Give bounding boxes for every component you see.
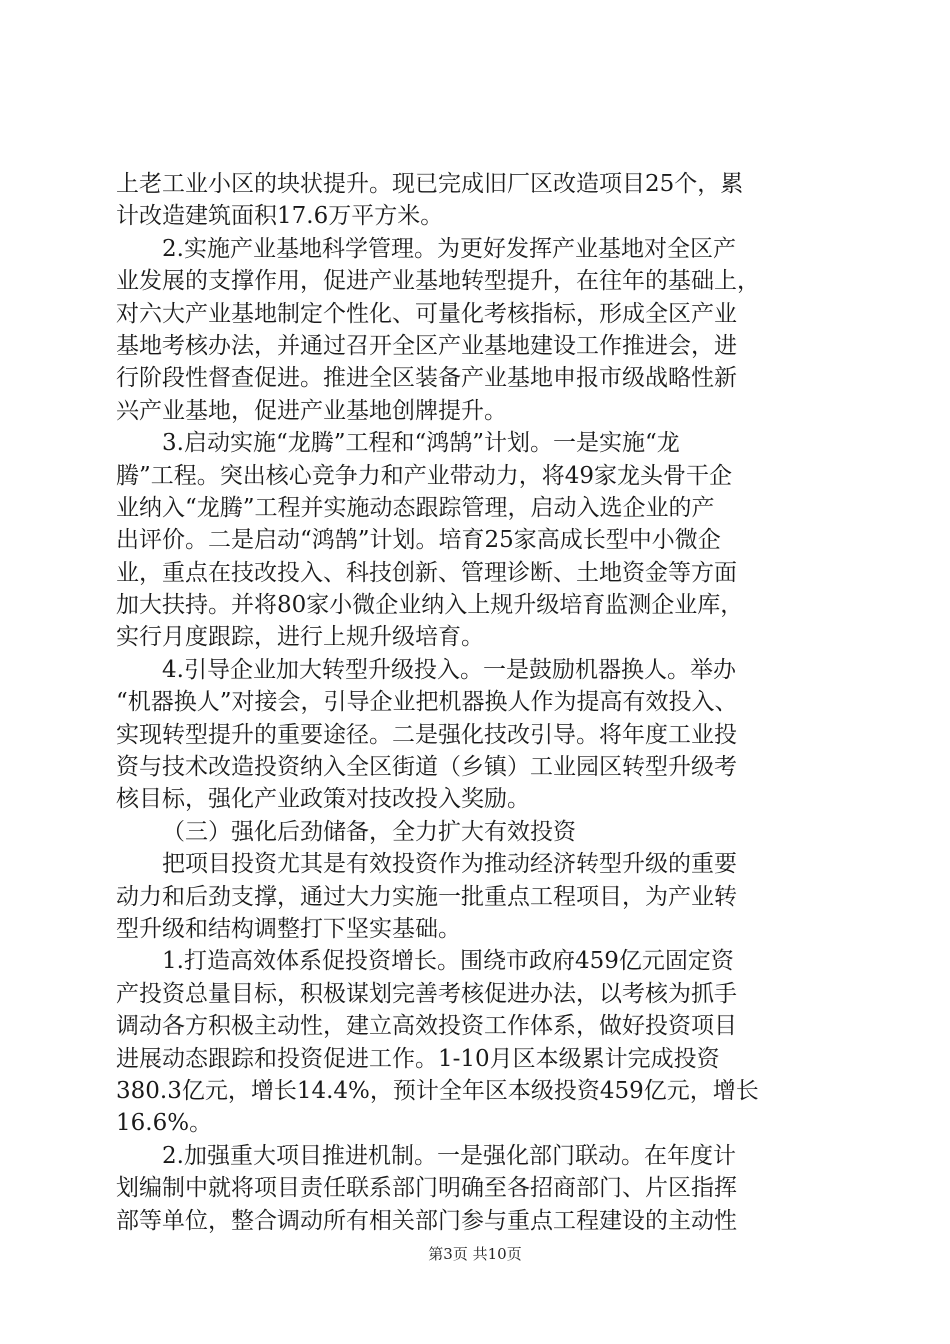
text-line: 业发展的支撑作用，促进产业基地转型提升，在往年的基础上， xyxy=(116,268,760,295)
text-line: 资与技术改造投资纳入全区街道（乡镇）工业园区转型升级考 xyxy=(116,754,737,781)
text-line: （三）强化后劲储备，全力扩大有效投资 xyxy=(162,818,576,845)
text-line: 1.打造高效体系促投资增长。围绕市政府459亿元固定资 xyxy=(162,948,734,975)
text-line: 380.3亿元，增长14.4%，预计全年区本级投资459亿元，增长 xyxy=(116,1077,759,1104)
text-line: 实行月度跟踪，进行上规升级培育。 xyxy=(116,624,484,651)
text-line: 行阶段性督查促进。推进全区装备产业基地申报市级战略性新 xyxy=(116,365,737,392)
text-line: 对六大产业基地制定个性化、可量化考核指标，形成全区产业 xyxy=(116,300,737,327)
text-line: “机器换人”对接会，引导企业把机器换人作为提高有效投入、 xyxy=(116,689,738,716)
text-line: 业，重点在技改投入、科技创新、管理诊断、土地资金等方面 xyxy=(116,559,737,586)
text-line: 兴产业基地，促进产业基地创牌提升。 xyxy=(116,397,507,424)
text-line: 2.实施产业基地科学管理。为更好发挥产业基地对全区产 xyxy=(162,235,736,262)
text-line: 2.加强重大项目推进机制。一是强化部门联动。在年度计 xyxy=(162,1142,736,1169)
text-line: 划编制中就将项目责任联系部门明确至各招商部门、片区指挥 xyxy=(116,1175,737,1202)
text-line: 实现转型提升的重要途径。二是强化技改引导。将年度工业投 xyxy=(116,721,737,748)
text-line: 上老工业小区的块状提升。现已完成旧厂区改造项目25个，累 xyxy=(116,171,744,197)
text-line: 把项目投资尤其是有效投资作为推动经济转型升级的重要 xyxy=(162,851,737,878)
text-line: 3.启动实施“龙腾”工程和“鸿鹄”计划。一是实施“龙 xyxy=(162,430,680,457)
text-line: 基地考核办法，并通过召开全区产业基地建设工作推进会，进 xyxy=(116,332,737,359)
text-line: 部等单位，整合调动所有相关部门参与重点工程建设的主动性 xyxy=(116,1207,737,1234)
text-line: 型升级和结构调整打下坚实基础。 xyxy=(116,915,461,942)
text-line: 计改造建筑面积17.6万平方米。 xyxy=(116,203,444,230)
text-line: 16.6%。 xyxy=(116,1110,213,1137)
text-line: 腾”工程。突出核心竞争力和产业带动力，将49家龙头骨干企 xyxy=(116,462,733,489)
text-line: 业纳入“龙腾”工程并实施动态跟踪管理，启动入选企业的产 xyxy=(116,494,715,521)
text-line: 进展动态跟踪和投资促进工作。1-10月区本级累计完成投资 xyxy=(116,1045,720,1072)
document-body xyxy=(116,168,842,1237)
text-line: 产投资总量目标，积极谋划完善考核促进办法，以考核为抓手 xyxy=(116,980,737,1007)
text-line: 核目标，强化产业政策对技改投入奖励。 xyxy=(116,786,530,813)
text-line: 4.引导企业加大转型升级投入。一是鼓励机器换人。举办 xyxy=(162,656,736,683)
text-line: 出评价。二是启动“鸿鹄”计划。培育25家高成长型中小微企 xyxy=(116,527,721,554)
page-number: 第3页 共10页 xyxy=(428,1245,522,1263)
text-line: 调动各方积极主动性，建立高效投资工作体系，做好投资项目 xyxy=(116,1013,737,1040)
page-footer xyxy=(0,1243,950,1264)
text-line: 加大扶持。并将80家小微企业纳入上规升级培育监测企业库， xyxy=(116,592,744,619)
text-line: 动力和后劲支撑，通过大力实施一批重点工程项目，为产业转 xyxy=(116,883,737,910)
